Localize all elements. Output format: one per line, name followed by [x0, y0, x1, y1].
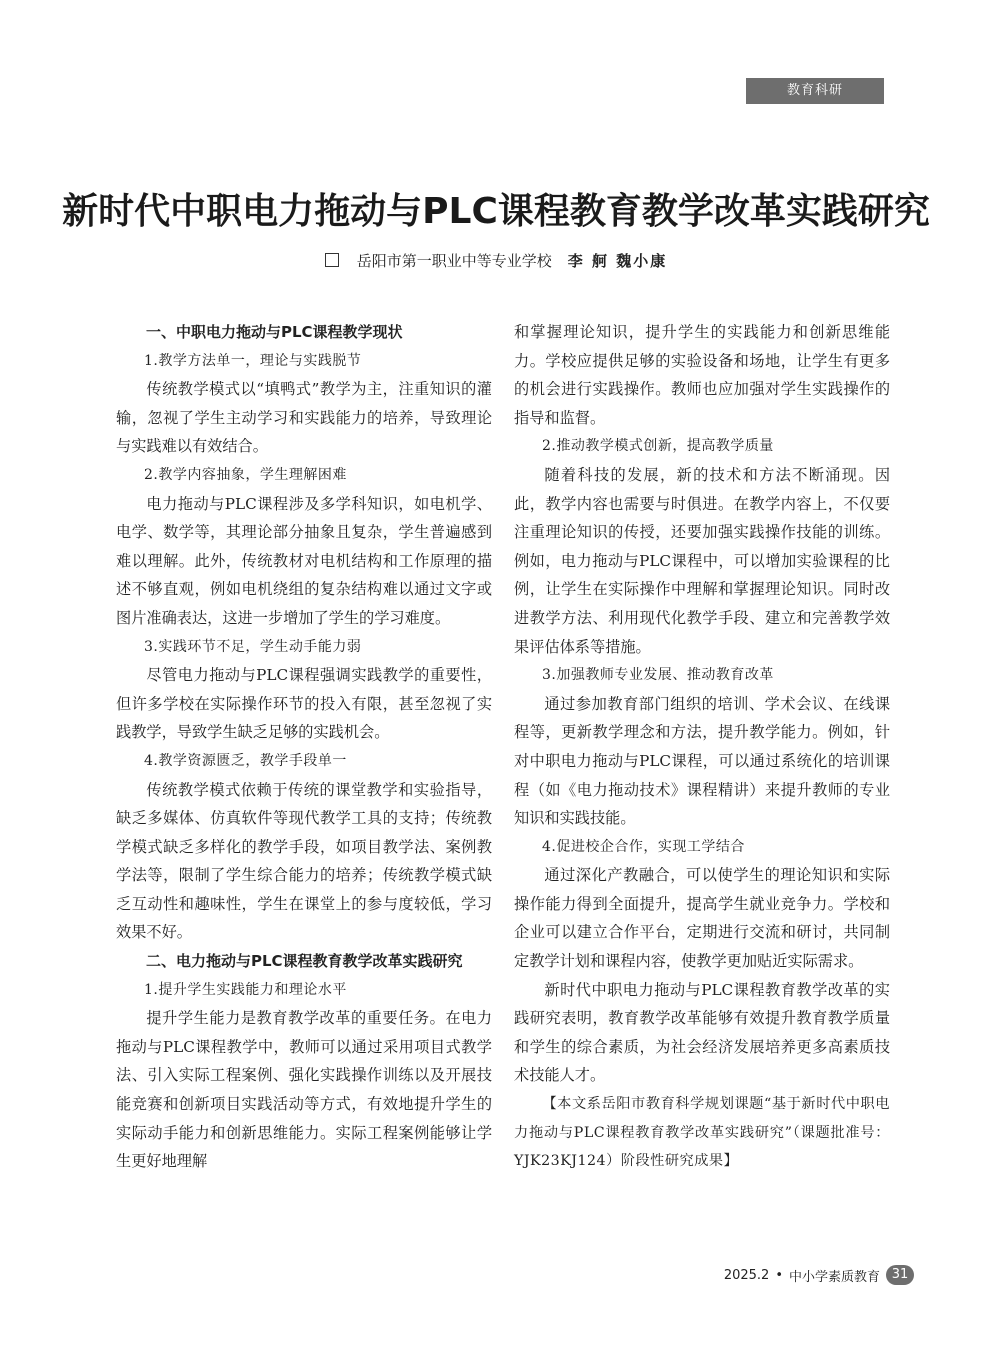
body-paragraph: 新时代中职电力拖动与PLC课程教育教学改革的实践研究表明，教育教学改革能够有效提升教育教学质量和学生的综合素质，为社会经济发展培养更多高素质技术技能人才。	[514, 980, 890, 1085]
section-heading: 一、中职电力拖动与PLC课程教学现状	[146, 323, 403, 341]
subsection-heading: 1.提升学生实践能力和理论水平	[144, 981, 347, 998]
page-number: 31	[886, 1265, 914, 1285]
byline	[0, 250, 992, 271]
page-footer	[724, 1265, 914, 1285]
subsection-heading: 3.加强教师专业发展、推动教育改革	[542, 667, 774, 684]
subsection-heading: 4.教学资源匮乏，教学手段单一	[144, 752, 347, 769]
body-paragraph: 提升学生能力是教育教学改革的重要任务。在电力拖动与PLC课程教学中，教师可以通过采用项目式教学法、引入实际工程案例、强化实践操作训练以及开展技能竞赛和创新项目实践活动等方式，有效地提升学生的实际动手能力和创新思维能力。实际工程案例能够让学生更好地理解	[116, 1009, 492, 1171]
subsection-heading: 2.教学内容抽象，学生理解困难	[144, 466, 347, 483]
footer-separator: •	[775, 1267, 783, 1283]
right-column	[514, 318, 890, 1176]
body-paragraph: 随着科技的发展，新的技术和方法不断涌现。因此，教学内容也需要与时俱进。在教学内容上，不仅要注重理论知识的传授，还要加强实践操作技能的训练。例如，电力拖动与PLC课程中，可以增加实验课程的比例，让学生在实际操作中理解和掌握理论知识。同时改进教学方法、利用现代化教学手段、建立和完善教学效果评估体系等措施。	[514, 465, 890, 656]
subsection-heading: 2.推动教学模式创新，提高教学质量	[542, 438, 774, 455]
body-paragraph: 通过深化产教融合，可以使学生的理论知识和实际操作能力得到全面提升，提高学生就业竞争力。学校和企业可以建立合作平台，定期进行交流和研讨，共同制定教学计划和课程内容，使教学更加贴近实际需求。	[514, 866, 890, 971]
body-paragraph: 传统教学模式依赖于传统的课堂教学和实验指导，缺乏多媒体、仿真软件等现代教学工具的支持；传统教学模式缺乏多样化的教学手段，如项目教学法、案例教学法等，限制了学生综合能力的培养；传统教学模式缺乏互动性和趣味性，学生在课堂上的参与度较低，学习效果不好。	[116, 780, 492, 942]
authors: 李 舸 魏小康	[567, 252, 668, 270]
body-paragraph: 尽管电力拖动与PLC课程强调实践教学的重要性，但许多学校在实际操作环节的投入有限，甚至忽视了实践教学，导致学生缺乏足够的实践机会。	[116, 666, 492, 742]
journal-name: 中小学素质教育	[788, 1269, 880, 1285]
funding-note: 【本文系岳阳市教育科学规划课题“基于新时代中职电力拖动与PLC课程教育教学改革实践研究”（课题批准号：YJK23KJ124）阶段性研究成果】	[514, 1096, 890, 1170]
article-title: 新时代中职电力拖动与PLC课程教育教学改革实践研究	[62, 191, 930, 232]
affiliation: 岳阳市第一职业中等专业学校	[356, 252, 552, 270]
body-paragraph: 传统教学模式以“填鸭式”教学为主，注重知识的灌输，忽视了学生主动学习和实践能力的培养，导致理论与实践难以有效结合。	[116, 380, 492, 456]
subsection-heading: 1.教学方法单一，理论与实践脱节	[144, 352, 362, 369]
issue-label: 2025.2	[723, 1267, 770, 1283]
body-paragraph: 通过参加教育部门组织的培训、学术会议、在线课程等，更新教学理念和方法，提升教学能力。例如，针对中职电力拖动与PLC课程，可以通过系统化的培训课程（如《电力拖动技术》课程精讲）来提升教师的专业知识和实践技能。	[514, 694, 890, 828]
left-column	[116, 318, 492, 1176]
subsection-heading: 3.实践环节不足，学生动手能力弱	[144, 638, 362, 655]
square-icon	[325, 253, 339, 267]
body-paragraph: 电力拖动与PLC课程涉及多学科知识，如电机学、电学、数学等，其理论部分抽象且复杂，学生普遍感到难以理解。此外，传统教材对电机结构和工作原理的描述不够直观，例如电机绕组的复杂结构难以通过文字或图片准确表达，这进一步增加了学生的学习难度。	[116, 494, 492, 627]
section-heading: 二、电力拖动与PLC课程教育教学改革实践研究	[146, 952, 463, 971]
section-tag: 教育科研	[746, 78, 884, 104]
body-paragraph: 和掌握理论知识，提升学生的实践能力和创新思维能力。学校应提供足够的实验设备和场地，让学生有更多的机会进行实践操作。教师也应加强对学生实践操作的指导和监督。	[514, 323, 890, 427]
subsection-heading: 4.促进校企合作，实现工学结合	[542, 838, 745, 855]
